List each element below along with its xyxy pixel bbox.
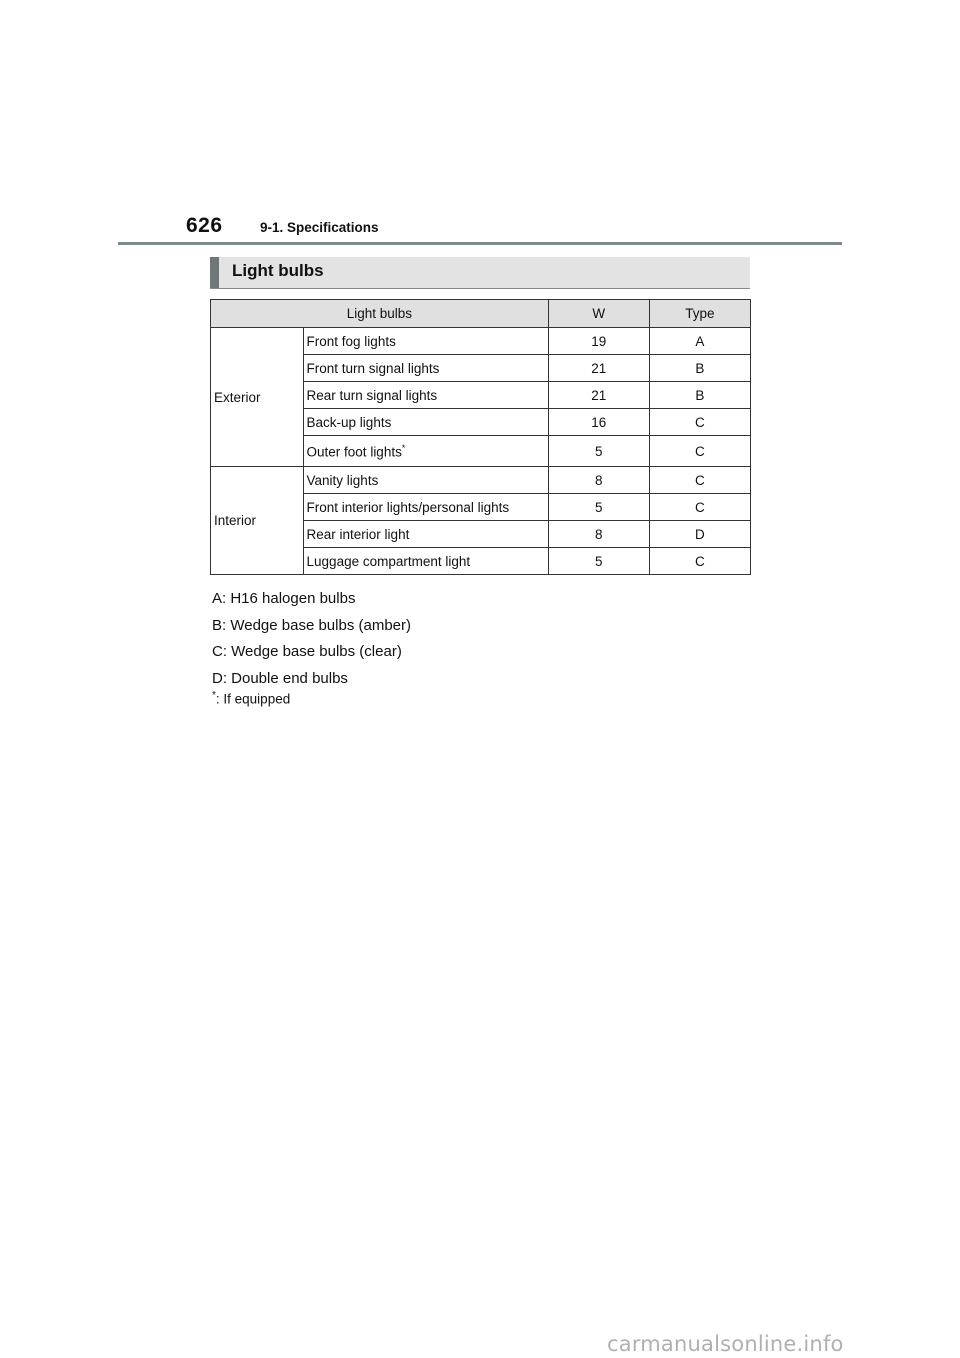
bulb-name-cell <box>303 355 548 382</box>
group-label: Exterior <box>211 328 304 467</box>
footnote <box>212 690 290 707</box>
bulb-name: Rear interior light <box>306 526 410 542</box>
watermark: carmanualsonline.info <box>607 1332 844 1356</box>
table-body <box>211 328 751 575</box>
type-cell: C <box>649 467 750 494</box>
bulb-name-cell <box>303 494 548 521</box>
page-number: 626 <box>186 214 223 237</box>
type-cell: B <box>649 355 750 382</box>
column-header-w: W <box>548 300 649 328</box>
type-cell: D <box>649 521 750 548</box>
column-header-light-bulbs: Light bulbs <box>211 300 549 328</box>
type-cell: A <box>649 328 750 355</box>
type-cell: C <box>649 436 750 467</box>
table-row <box>211 467 751 494</box>
legend-item: C: Wedge base bulbs (clear) <box>212 643 402 660</box>
footnote-text: : If equipped <box>215 691 291 707</box>
type-cell: C <box>649 494 750 521</box>
bulb-name-cell <box>303 467 548 494</box>
legend-item: A: H16 halogen bulbs <box>212 590 356 607</box>
bulb-name-cell <box>303 521 548 548</box>
wattage-cell: 21 <box>548 382 649 409</box>
wattage-cell: 8 <box>548 521 649 548</box>
section-title: 9-1. Specifications <box>260 220 379 235</box>
table-row <box>211 328 751 355</box>
column-header-type: Type <box>649 300 750 328</box>
bulb-name-cell <box>303 409 548 436</box>
light-bulbs-table <box>210 299 751 575</box>
header-rule <box>118 242 842 245</box>
footnote-mark: * <box>212 690 216 701</box>
heading-bar <box>210 257 750 289</box>
type-cell: C <box>649 409 750 436</box>
wattage-cell: 16 <box>548 409 649 436</box>
bulb-name-cell <box>303 382 548 409</box>
bulb-name: Outer foot lights <box>306 444 402 460</box>
bulb-name: Rear turn signal lights <box>306 387 438 403</box>
type-cell: B <box>649 382 750 409</box>
table-header-row <box>211 300 751 328</box>
bulb-name: Back-up lights <box>306 414 392 430</box>
bulb-name: Luggage compartment light <box>306 553 471 569</box>
wattage-cell: 5 <box>548 494 649 521</box>
bulb-name-cell <box>303 548 548 575</box>
heading-accent <box>210 257 219 288</box>
bulb-name: Front fog lights <box>306 333 396 349</box>
bulb-name: Front interior lights/personal lights <box>306 499 510 515</box>
wattage-cell: 8 <box>548 467 649 494</box>
bulb-name: Vanity lights <box>306 472 379 488</box>
wattage-cell: 21 <box>548 355 649 382</box>
legend-item: D: Double end bulbs <box>212 669 348 687</box>
wattage-cell: 5 <box>548 436 649 467</box>
wattage-cell: 19 <box>548 328 649 355</box>
bulb-type-legend <box>212 586 411 692</box>
group-label: Interior <box>211 467 304 575</box>
footnote-mark: * <box>401 442 406 453</box>
bulb-name-cell <box>303 328 548 355</box>
wattage-cell: 5 <box>548 548 649 575</box>
type-cell: C <box>649 548 750 575</box>
legend-item: B: Wedge base bulbs (amber) <box>212 616 411 634</box>
heading-title: Light bulbs <box>232 261 324 280</box>
bulb-name: Front turn signal lights <box>306 360 440 376</box>
bulb-name-cell <box>303 436 548 467</box>
